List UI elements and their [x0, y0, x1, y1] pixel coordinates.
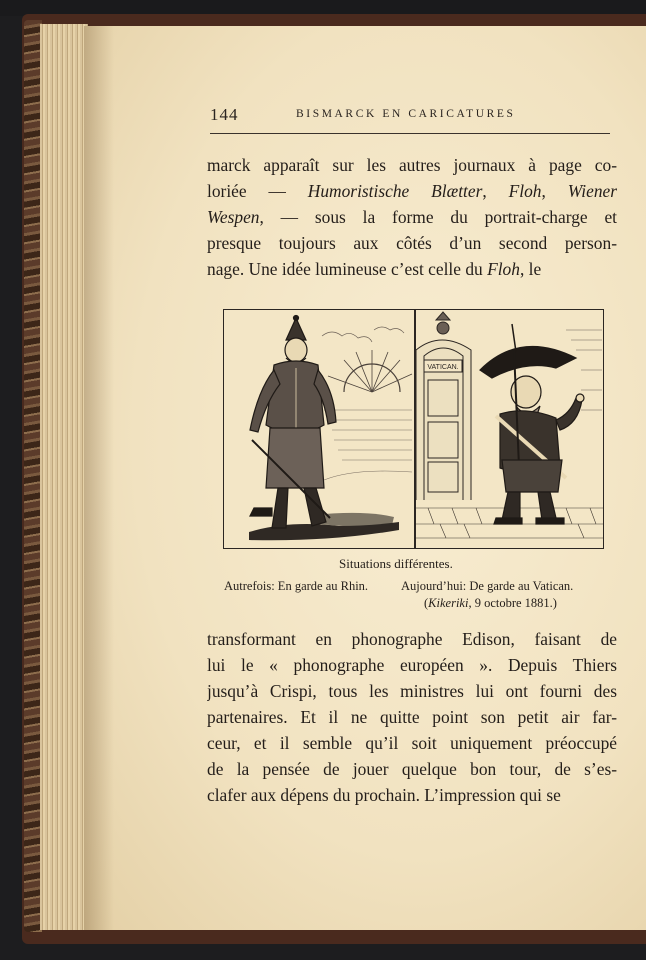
source-journal: Kikeriki — [428, 596, 469, 610]
text-line — [207, 152, 617, 178]
text-line — [207, 178, 617, 204]
text-segment: de la pensée de jouer quelque bon tour, de s’es- — [207, 759, 617, 779]
text-segment: , — [482, 181, 509, 201]
page-number: 144 — [210, 105, 239, 124]
source-date: , 9 octobre 1881. — [468, 596, 553, 610]
figure-caption-right: Aujourd’hui: De garde au Vatican. — [401, 579, 574, 593]
text-segment: , — sous la forme du portrait-charge et — [259, 207, 617, 227]
text-line — [207, 704, 617, 730]
text-segment: jusqu’à Crispi, tous les ministres lui ont fourni des — [207, 681, 617, 701]
source-paren-close: ) — [552, 596, 557, 610]
page-gutter-shadow — [84, 26, 114, 930]
text-segment: lui le « phonographe européen ». Depuis Thiers — [207, 655, 617, 675]
header-rule — [210, 133, 610, 134]
italic-text: Humoristische Blætter — [307, 181, 483, 201]
italic-text: Floh — [508, 181, 542, 201]
text-line — [207, 756, 617, 782]
text-segment: , — [541, 181, 568, 201]
text-line — [207, 678, 617, 704]
page-edges — [40, 24, 88, 930]
figure-source — [424, 596, 557, 611]
text-segment: clafer aux dépens du prochain. L’impression qui se — [207, 785, 561, 805]
figure-caption-title: Situations différentes. — [339, 556, 453, 571]
panel-rhine-guard — [224, 310, 414, 548]
text-line — [207, 782, 617, 808]
running-header — [210, 105, 610, 125]
italic-text: Wespen — [207, 207, 260, 227]
panel-vatican-guard — [416, 310, 603, 548]
text-segment: loriée — — [207, 181, 308, 201]
text-line — [207, 652, 617, 678]
vatican-sign: VATICAN. — [427, 364, 459, 371]
text-segment: nage. Une idée lumineuse c’est celle du — [207, 259, 488, 279]
italic-text: Wiener — [567, 181, 617, 201]
text-segment: transformant en phonographe Edison, faisant de — [207, 629, 617, 649]
text-line — [207, 204, 617, 230]
text-line — [207, 730, 617, 756]
text-segment: ceur, et il semble qu’il soit uniquement préoccupé — [207, 733, 617, 753]
text-segment: , le — [519, 259, 542, 279]
text-line — [207, 256, 617, 282]
text-line — [207, 230, 617, 256]
italic-text: Floh — [487, 259, 520, 279]
running-title: BISMARCK EN CARICATURES — [296, 108, 516, 120]
text-line — [207, 626, 617, 652]
text-segment: partenaires. Et il ne quitte point son petit air far- — [207, 707, 617, 727]
figure-caption-left: Autrefois: En garde au Rhin. — [224, 579, 369, 593]
source-paren-open: ( — [424, 596, 429, 610]
caricature-figure — [223, 309, 604, 549]
text-segment: marck apparaît sur les autres journaux à page co- — [207, 155, 617, 175]
text-segment: presque toujours aux côtés d’un second person- — [207, 233, 617, 253]
